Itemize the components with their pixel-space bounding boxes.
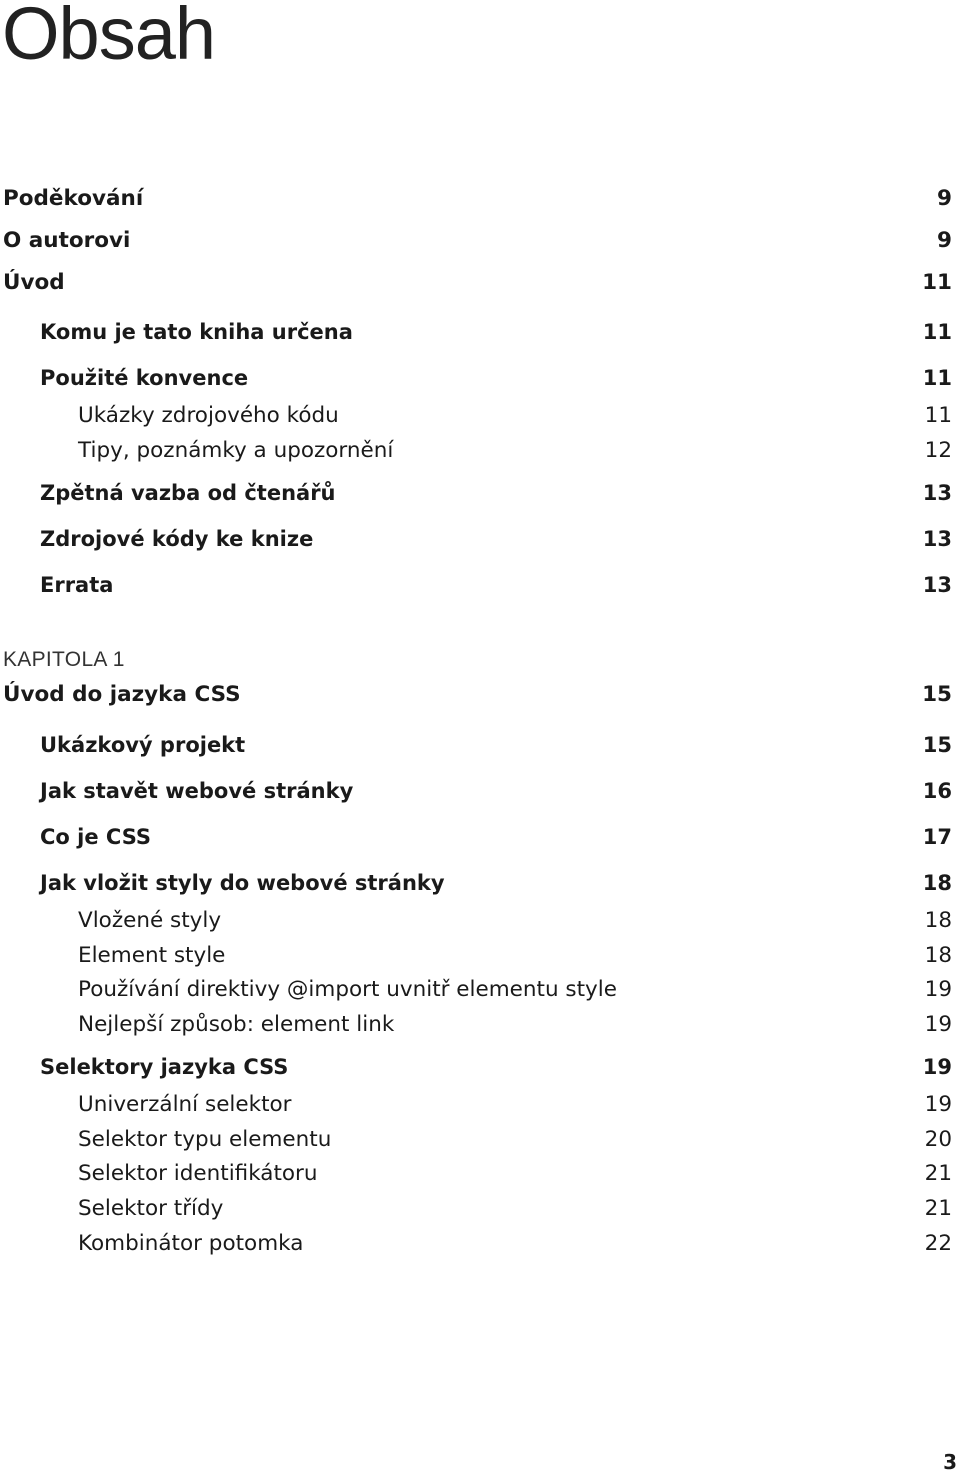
toc-entry-ukazkovy-projekt[interactable] (0, 733, 952, 757)
toc-entry-text: Ukázkový projekt (40, 733, 246, 757)
toc-entry-page: 15 (922, 682, 952, 707)
toc-entry-jak-stavet-stranky[interactable] (0, 779, 952, 803)
toc-entry-selektor-identifikatoru[interactable] (0, 1161, 952, 1186)
toc-entry-text: Selektory jazyka CSS (40, 1055, 289, 1079)
toc-entry-errata[interactable] (0, 573, 952, 597)
toc-entry-text: Zpětná vazba od čtenářů (40, 481, 336, 505)
toc-entry-selektor-typu[interactable] (0, 1127, 952, 1152)
toc-entry-text: Používání direktivy @import uvnitř elementu style (78, 977, 617, 1002)
toc-entry-text: Úvod (3, 270, 65, 295)
toc-entry-text: Komu je tato kniha určena (40, 320, 353, 344)
toc-entry-page: 13 (922, 527, 952, 551)
toc-entry-page: 19 (924, 1012, 952, 1037)
toc-entry-page: 11 (922, 270, 952, 295)
toc-entry-selektory-css[interactable] (0, 1055, 952, 1079)
toc-entry-text: Ukázky zdrojového kódu (78, 403, 339, 428)
toc-entry-ukazky-kodu[interactable] (0, 403, 952, 428)
toc-entry-univerzalni-selektor[interactable] (0, 1092, 952, 1117)
chapter-label: KAPITOLA 1 (3, 648, 125, 671)
toc-entry-text: Kombinátor potomka (78, 1231, 304, 1256)
toc-entry-page: 9 (937, 186, 952, 211)
toc-entry-text: Použité konvence (40, 366, 249, 390)
toc-entry-jak-vlozit-styly[interactable] (0, 871, 952, 895)
toc-entry-co-je-css[interactable] (0, 825, 952, 849)
toc-entry-page: 20 (924, 1127, 952, 1152)
toc-entry-text: Jak stavět webové stránky (40, 779, 354, 803)
toc-entry-tipy-poznamky[interactable] (0, 438, 952, 463)
toc-entry-text: Co je CSS (40, 825, 152, 849)
toc-entry-text: Vložené styly (78, 908, 222, 933)
toc-entry-page: 9 (937, 228, 952, 253)
toc-entry-page: 17 (922, 825, 952, 849)
toc-entry-text: Univerzální selektor (78, 1092, 292, 1117)
toc-entry-komu-je-kniha-urcena[interactable] (0, 320, 952, 344)
toc-entry-text: Poděkování (3, 186, 144, 211)
toc-entry-text: O autorovi (3, 228, 131, 253)
toc-entry-element-style[interactable] (0, 943, 952, 968)
toc-entry-text: Nejlepší způsob: element link (78, 1012, 395, 1037)
toc-entry-page: 21 (924, 1196, 952, 1221)
toc-entry-text: Úvod do jazyka CSS (3, 682, 241, 707)
toc-entry-page: 19 (924, 1092, 952, 1117)
toc-entry-page: 18 (922, 871, 952, 895)
toc-entry-page: 11 (924, 403, 952, 428)
toc-entry-chapter1-title[interactable] (0, 682, 952, 707)
toc-entry-vlozene-styly[interactable] (0, 908, 952, 933)
page-number: 3 (943, 1450, 957, 1474)
toc-entry-pouzite-konvence[interactable] (0, 366, 952, 390)
toc-entry-page: 15 (922, 733, 952, 757)
toc-entry-page: 21 (924, 1161, 952, 1186)
toc-entry-selektor-tridy[interactable] (0, 1196, 952, 1221)
toc-entry-uvod[interactable] (0, 270, 952, 295)
toc-entry-podekovani[interactable] (0, 186, 952, 211)
toc-entry-page: 11 (922, 320, 952, 344)
toc-entry-text: Tipy, poznámky a upozornění (78, 438, 394, 463)
toc-entry-text: Zdrojové kódy ke knize (40, 527, 314, 551)
toc-entry-zdrojove-kody[interactable] (0, 527, 952, 551)
toc-entry-direktiva-import[interactable] (0, 977, 952, 1002)
toc-entry-text: Selektor identifikátoru (78, 1161, 318, 1186)
toc-entry-page: 18 (924, 943, 952, 968)
toc-entry-page: 13 (922, 573, 952, 597)
toc-entry-text: Jak vložit styly do webové stránky (40, 871, 445, 895)
toc-entry-page: 18 (924, 908, 952, 933)
toc-entry-page: 12 (924, 438, 952, 463)
toc-entry-page: 11 (922, 366, 952, 390)
toc-entry-zpetna-vazba[interactable] (0, 481, 952, 505)
toc-entry-text: Errata (40, 573, 114, 597)
toc-entry-page: 22 (924, 1231, 952, 1256)
page-title: Obsah (2, 0, 216, 75)
toc-entry-element-link[interactable] (0, 1012, 952, 1037)
toc-entry-o-autorovi[interactable] (0, 228, 952, 253)
toc-entry-page: 19 (922, 1055, 952, 1079)
toc-entry-text: Selektor typu elementu (78, 1127, 332, 1152)
toc-entry-page: 16 (922, 779, 952, 803)
toc-entry-page: 13 (922, 481, 952, 505)
toc-entry-text: Element style (78, 943, 226, 968)
toc-entry-kombinator-potomka[interactable] (0, 1231, 952, 1256)
toc-entry-page: 19 (924, 977, 952, 1002)
toc-entry-text: Selektor třídy (78, 1196, 224, 1221)
